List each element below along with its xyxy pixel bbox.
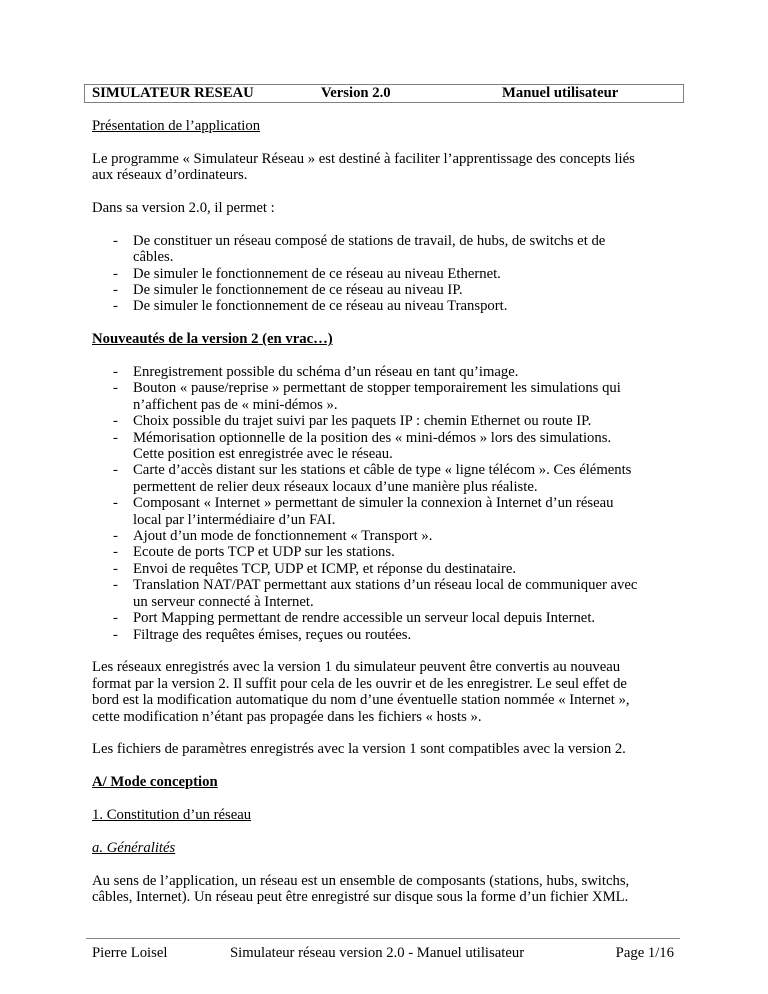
heading-news: Nouveautés de la version 2 (en vrac…): [92, 331, 333, 348]
list-item: [92, 413, 684, 429]
text-line: Au sens de l’application, un réseau est un ensemble de composants (stations, hubs, switchs,: [92, 872, 630, 889]
text-line: n’affichent pas de « mini-démos ».: [133, 396, 338, 413]
generalites-paragraph: [92, 873, 684, 906]
text-line: - De simuler le fonctionnement de ce réseau au niveau Ethernet.: [133, 265, 501, 282]
footer-page-number: Page 1/16: [615, 945, 674, 961]
heading-constitution: 1. Constitution d’un réseau: [92, 806, 252, 823]
text-line: bord est la modification automatique du nom d’une éventuelle station nommée « Internet »,: [92, 692, 630, 709]
text-line: format par la version 2. Il suffit pour cela de les ouvrir et de les enregistrer. Le seul effet de: [92, 675, 627, 692]
list-item: [92, 610, 684, 626]
text-line: - Enregistrement possible du schéma d’un réseau en tant qu’image.: [133, 364, 519, 381]
list-item: [92, 462, 684, 495]
list-item: [92, 380, 684, 413]
list-item: [92, 364, 684, 380]
params-paragraph: Les fichiers de paramètres enregistrés avec la version 1 sont compatibles avec la version 2.: [92, 741, 626, 758]
list-item: [92, 430, 684, 463]
header-product: SIMULATEUR RESEAU: [92, 85, 254, 101]
text-line: - De constituer un réseau composé de stations de travail, de hubs, de switchs et de: [133, 232, 606, 249]
list-item: [92, 528, 684, 544]
text-line: - Port Mapping permettant de rendre accessible un serveur local depuis Internet.: [133, 610, 596, 627]
text-line: Cette position est enregistrée avec le réseau.: [133, 446, 393, 463]
footer-author: Pierre Loisel: [92, 945, 168, 961]
text-line: câbles, Internet). Un réseau peut être enregistré sur disque sous la forme d’un fichier XML.: [92, 888, 629, 905]
text-line: - Ajout d’un mode de fonctionnement « Transport ».: [133, 528, 433, 545]
footer-divider: [86, 938, 680, 939]
intro-paragraph: [92, 151, 684, 184]
text-line: - Bouton « pause/reprise » permettant de stopper temporairement les simulations qui: [133, 380, 621, 397]
text-line: cette modification n’étant pas propagée dans les fichiers « hosts ».: [92, 708, 482, 725]
list-item: [92, 627, 684, 643]
list-item: [92, 298, 684, 314]
text-line: - De simuler le fonctionnement de ce réseau au niveau IP.: [133, 282, 463, 299]
list-item: [92, 544, 684, 560]
features-lead: Dans sa version 2.0, il permet :: [92, 200, 275, 216]
text-line: - Choix possible du trajet suivi par les paquets IP : chemin Ethernet ou route IP.: [133, 413, 592, 430]
header-version: Version 2.0: [321, 85, 391, 101]
footer-title: Simulateur réseau version 2.0 - Manuel utilisateur: [230, 945, 525, 961]
text-line: - Composant « Internet » permettant de simuler la connexion à Internet d’un réseau: [133, 495, 614, 512]
list-item: [92, 495, 684, 528]
features-list: [92, 233, 684, 315]
compat-paragraph: [92, 659, 684, 725]
list-item: [92, 266, 684, 282]
text-line: - Carte d’accès distant sur les stations et câble de type « ligne télécom ». Ces éléments: [133, 462, 632, 479]
list-item: [92, 282, 684, 298]
text-line: - De simuler le fonctionnement de ce réseau au niveau Transport.: [133, 298, 508, 315]
text-line: Les réseaux enregistrés avec la version 1 du simulateur peuvent être convertis au nouveau: [92, 659, 621, 676]
header-doc-type: Manuel utilisateur: [502, 85, 619, 101]
news-list: [92, 364, 684, 643]
heading-generalites: a. Généralités: [92, 839, 176, 856]
list-item: [92, 577, 684, 610]
text-line: local par l’intermédiaire d’un FAI.: [133, 511, 336, 528]
heading-presentation: Présentation de l’application: [92, 118, 261, 134]
list-item: [92, 561, 684, 577]
text-line: - Translation NAT/PAT permettant aux stations d’un réseau local de communiquer avec: [133, 577, 638, 594]
text-line: - Mémorisation optionnelle de la position des « mini-démos » lors des simulations.: [133, 429, 612, 446]
heading-section-a: A/ Mode conception: [92, 774, 218, 791]
text-line: Le programme « Simulateur Réseau » est destiné à faciliter l’apprentissage des concepts liés: [92, 150, 635, 167]
text-line: - Envoi de requêtes TCP, UDP et ICMP, et réponse du destinataire.: [133, 560, 517, 577]
text-line: - Ecoute de ports TCP et UDP sur les stations.: [133, 544, 395, 561]
text-line: un serveur connecté à Internet.: [133, 593, 314, 610]
text-line: câbles.: [133, 249, 174, 266]
list-item: [92, 233, 684, 266]
text-line: - Filtrage des requêtes émises, reçues ou routées.: [133, 626, 412, 643]
document-body: [92, 118, 684, 922]
text-line: permettent de relier deux réseaux locaux d’une manière plus réaliste.: [133, 478, 538, 495]
text-line: aux réseaux d’ordinateurs.: [92, 167, 248, 184]
page-header-box: [84, 84, 684, 103]
